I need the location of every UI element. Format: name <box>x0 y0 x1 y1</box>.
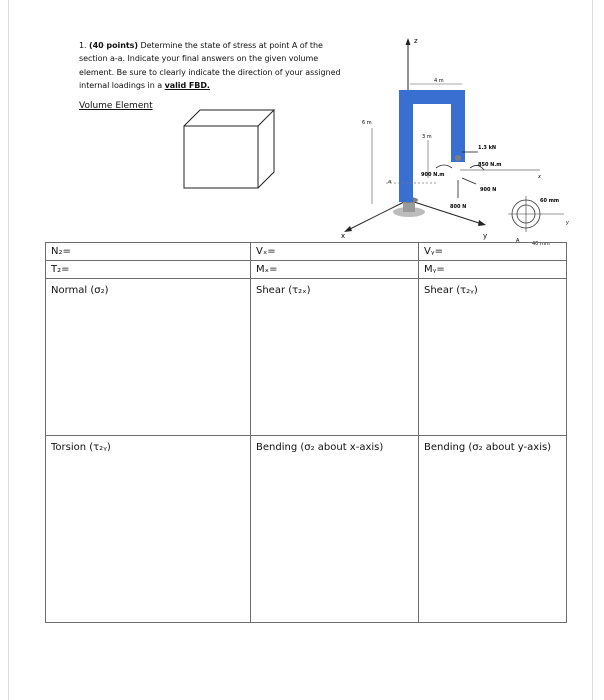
vx-cell[interactable]: Vₓ= <box>251 243 419 261</box>
structure-figure <box>310 28 580 250</box>
normal-stress-cell[interactable]: Normal (σ₂) <box>46 279 251 436</box>
bending-y-cell[interactable]: Bending (σ₂ about y-axis) <box>419 436 567 623</box>
table-row <box>46 279 567 436</box>
volume-element-title: Volume Element <box>79 101 153 111</box>
volume-element-cube <box>178 104 278 194</box>
load-1-3kn: 1.3 kN <box>478 145 497 151</box>
shear-zy-cell[interactable]: Shear (τ₂ᵧ) <box>419 279 567 436</box>
page-edge-right <box>592 0 593 700</box>
moment-900nm: 900 N.m <box>421 172 445 178</box>
section-a-label: a <box>388 179 392 185</box>
problem-text: Determine the state of stress at point A of the section a-a. Indicate your final answers on the given volume element. Be sure to clearly indicate the direction of your assigned internal loadings in a <box>79 41 341 91</box>
load-900n: 900 N <box>480 187 497 193</box>
load-800n: 800 N <box>450 204 467 210</box>
mx-cell[interactable]: Mₓ= <box>251 261 419 279</box>
dim-3m: 3 m <box>422 134 432 140</box>
section-y-label: y <box>566 220 569 226</box>
nz-cell[interactable]: N₂= <box>46 243 251 261</box>
problem-fbd-emphasis: valid FBD. <box>164 81 210 91</box>
bending-x-cell[interactable]: Bending (σ₂ about x-axis) <box>251 436 419 623</box>
structure-member <box>399 90 465 202</box>
page-edge-left <box>8 0 9 700</box>
shear-zx-cell[interactable]: Shear (τ₂ₓ) <box>251 279 419 436</box>
moment-850nm: 850 N.m <box>478 162 502 168</box>
problem-number: 1. <box>79 41 87 50</box>
dim-4m: 4 m <box>434 78 444 84</box>
dim-40mm: 40 mm <box>532 241 550 247</box>
problem-statement <box>79 39 341 93</box>
table-row <box>46 261 567 279</box>
section-x-label: x <box>538 174 541 180</box>
axis-y-label: y <box>483 232 488 240</box>
dim-6m: 6 m <box>362 120 372 126</box>
table-row <box>46 436 567 623</box>
point-a-label: A <box>516 238 520 244</box>
cross-section-detail <box>508 196 570 247</box>
axis-z-label: z <box>414 37 418 45</box>
my-cell[interactable]: Mᵧ= <box>419 261 567 279</box>
tz-cell[interactable]: T₂= <box>46 261 251 279</box>
stress-table <box>45 242 567 623</box>
dim-60mm: 60 mm <box>540 198 560 204</box>
torsion-cell[interactable]: Torsion (τ₂ᵧ) <box>46 436 251 623</box>
table-row <box>46 243 567 261</box>
vy-cell[interactable]: Vᵧ= <box>419 243 567 261</box>
problem-points: (40 points) <box>89 41 138 50</box>
axis-x-label: x <box>341 232 346 240</box>
